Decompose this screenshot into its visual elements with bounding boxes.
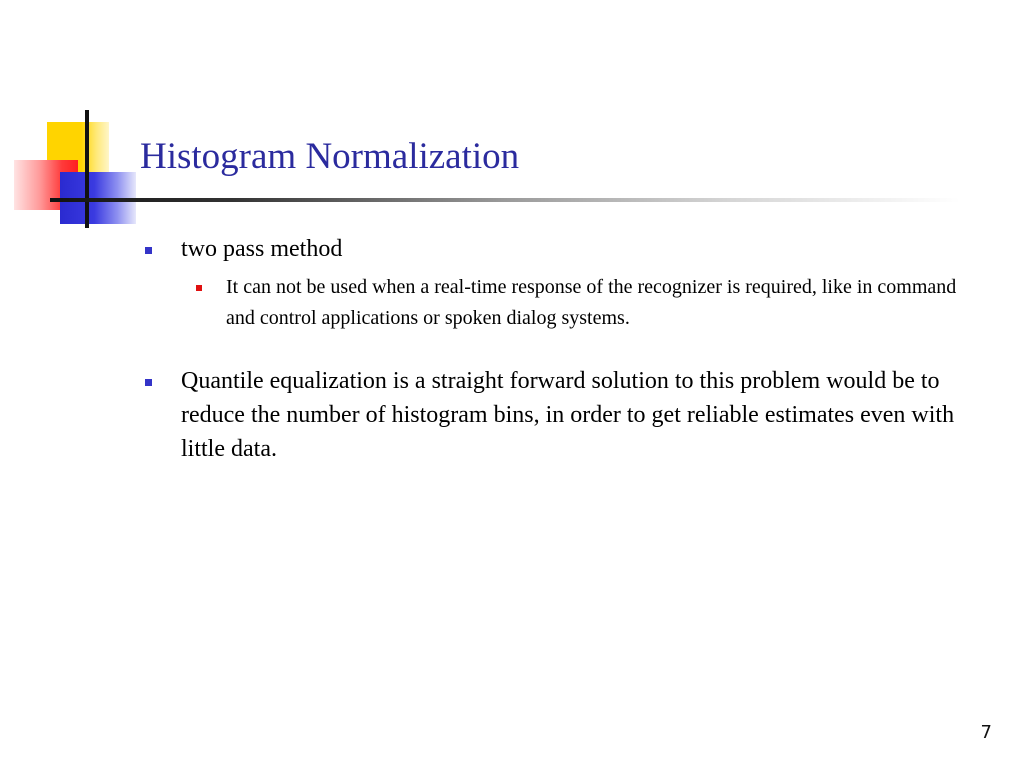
sub-bullet-item bbox=[186, 272, 970, 334]
page-number: 7 bbox=[980, 722, 992, 743]
square-bullet-icon bbox=[145, 247, 152, 254]
bullet-spacer bbox=[140, 334, 970, 364]
decorative-logo-block bbox=[0, 0, 160, 240]
bullet-text: Quantile equalization is a straight forward solution to this problem would be to reduce the number of histogram bins, in order to get reliable estimates even with little data. bbox=[181, 368, 955, 462]
square-bullet-icon bbox=[145, 379, 152, 386]
square-bullet-icon bbox=[196, 285, 202, 291]
title-underline-rule bbox=[50, 198, 960, 202]
bullet-item bbox=[140, 364, 970, 466]
bullet-item bbox=[140, 232, 970, 266]
slide-title: Histogram Normalization bbox=[140, 136, 520, 177]
sub-bullet-text: It can not be used when a real-time response of the recognizer is required, like in command and control applications or spoken dialog systems. bbox=[226, 276, 957, 329]
slide-content bbox=[140, 232, 970, 466]
vertical-rule-decoration bbox=[85, 110, 89, 228]
bullet-text: two pass method bbox=[181, 236, 343, 262]
